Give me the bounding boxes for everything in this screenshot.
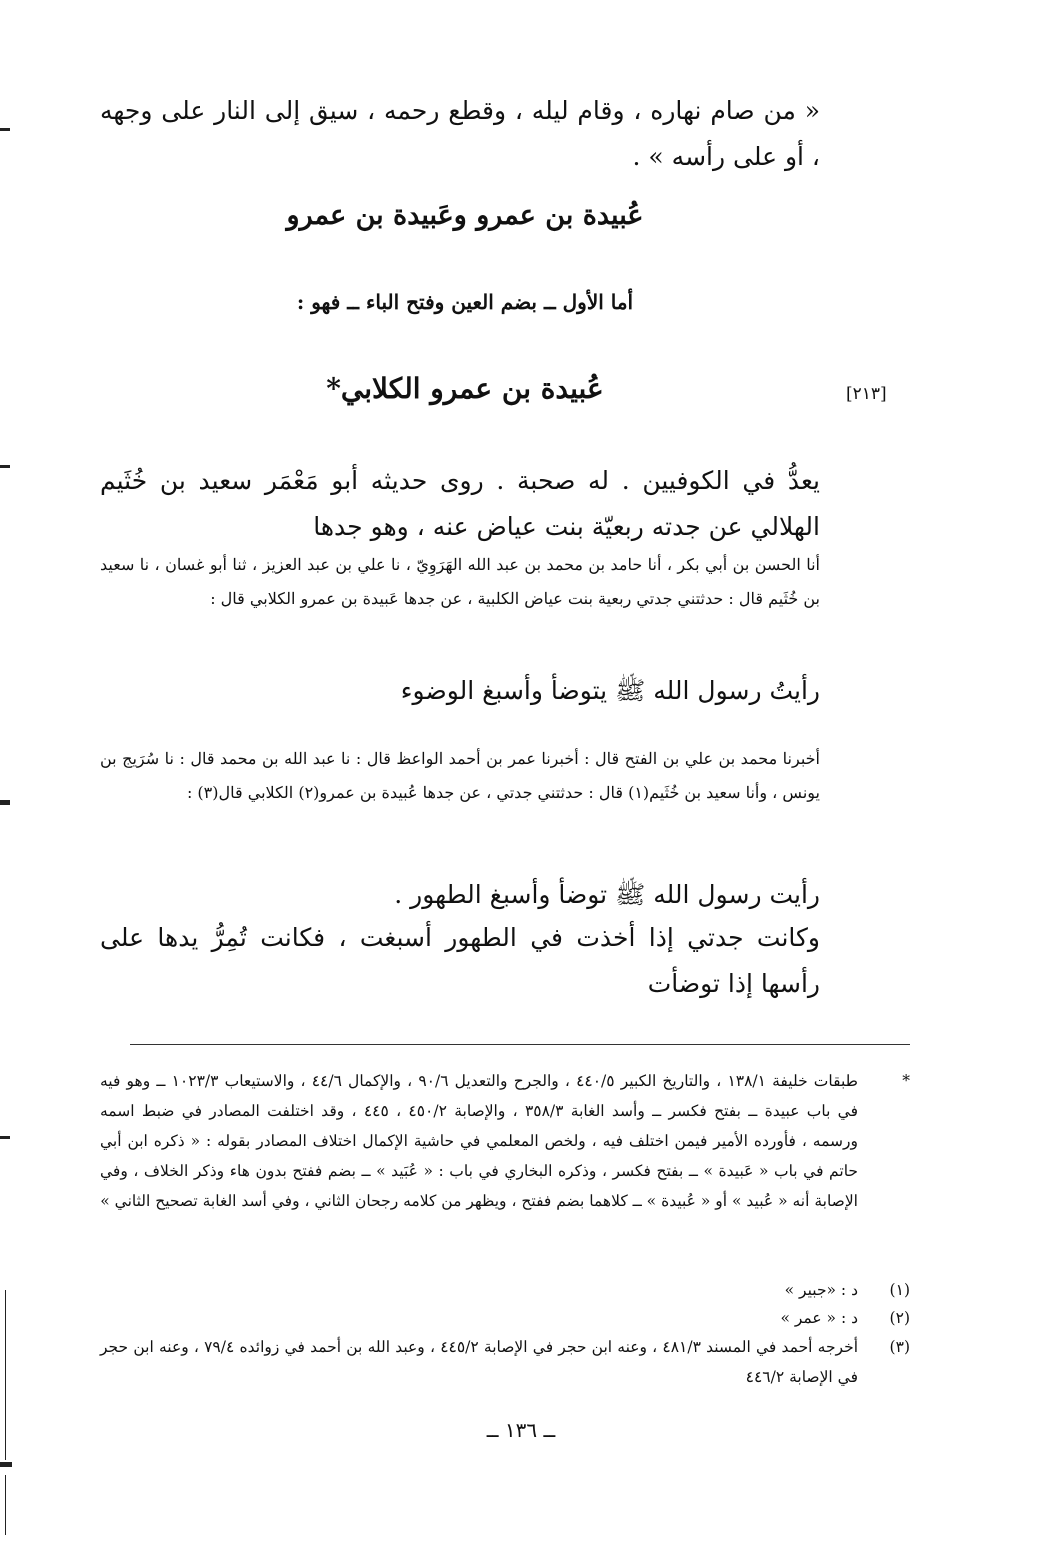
hadith-text-2-continuation: وكانت جدتي إذا أخذت في الطهور أسبغت ، فكانت تُمِرُّ يدها على رأسها إذا توضأت [100,923,820,998]
section-title: عُبيدة بن عمرو وعَبيدة بن عمرو [286,200,644,231]
scan-margin-mark [5,1475,6,1535]
bio-paragraph: يعدُّ في الكوفيين . له صحبة . روى حديثه أبو مَعْمَر سعيد بن خُثَيم الهلالي عن جدته ربعيّة بنت عياض عنه ، وهو جدها [100,466,820,541]
entry-number: [٢١٣] [846,384,887,404]
footnote-star-marker: * [902,1072,910,1090]
hadith-text-1: رأيتُ رسول الله ﷺ يتوضأ وأسبغ الوضوء [400,676,820,705]
footnote-3 [100,1332,910,1392]
footnote-star [100,1066,910,1216]
scan-margin-mark [0,800,10,805]
footnote-text: أخرجه أحمد في المسند ٤٨١/٣ ، وعنه ابن حجر في الإصابة ٤٤٥/٢ ، وعبد الله بن أحمد في زوائده ٧٩/٤ ، وعنه ابن حجر في الإصابة ٤٤٦/٢ [100,1338,858,1386]
footnote-2 [100,1303,910,1333]
scan-margin-mark [0,1136,10,1139]
page-number: ــ ١٣٦ ــ [486,1418,556,1442]
footnote-text: د : « عمر » [780,1309,858,1327]
intro-quote: « من صام نهاره ، وقام ليله ، وقطع رحمه ، سيق إلى النار على وجهه ، أو على رأسه » . [100,96,820,171]
footnote-number: (٢) [889,1309,910,1327]
hadith-text-2: رأيت رسول الله ﷺ توضأ وأسبغ الطهور . [394,880,820,909]
entry-title: عُبيدة بن عمرو الكلابي* [326,372,604,405]
isnad-paragraph-2: أخبرنا محمد بن علي بن الفتح قال : أخبرنا عمر بن أحمد الواعظ قال : نا عبد الله بن محمد قال : نا سُرَيج بن يونس ، وأنا سعيد بن خُثَيم(١) قال : حدثتني جدتي ، عن جدها عُبيدة بن عمرو(٢) الكلابي قال(٣) : [100,749,820,802]
scan-margin-mark [0,128,10,131]
scan-margin-mark [0,1462,12,1467]
footnote-number: (٣) [889,1338,910,1356]
scan-margin-mark [0,465,10,468]
section-subtitle: أما الأول ــ بضم العين وفتح الباء ــ فهو : [296,290,634,314]
footnote-star-text: طبقات خليفة ١٣٨/١ ، والتاريخ الكبير ٤٤٠/٥ ، والجرح والتعديل ٩٠/٦ ، والإكمال ٤٤/٦ ، والاستيعاب ١٠٢٣/٣ ــ وهو فيه في باب عبيدة ــ بفتح فكسر ــ وأسد الغابة ٣٥٨/٣ ، والإصابة ٤٥٠/٢ ، ٤٤٥ ، وقد اختلفت المصادر في ضبط اسمه ورسمه ، فأورده الأمير فيمن اختلف فيه ، ولخص المعلمي في حاشية الإكمال اختلاف المصادر بقوله : « ذكره ابن أبي حاتم في باب « عَبيدة » ــ بفتح فكسر ، وذكره البخاري في باب : « عُبَيد » ــ بضم ففتح بدون هاء وذكر الخلاف ، وفي الإصابة أنه « عُبيد » أو « عُبيدة » ــ كلاهما بضم ففتح ، ويظهر من كلامه رجحان الثاني ، وفي أسد الغابة تصحيح الثاني » [100,1072,859,1210]
footnote-number: (١) [889,1281,910,1299]
footnote-1 [100,1275,910,1305]
footnote-text: د : «جبير » [784,1281,858,1299]
isnad-paragraph-1: أنا الحسن بن أبي بكر ، أنا حامد بن محمد بن عبد الله الهَرَوِيّ ، نا علي بن عبد العزيز ، ثنا أبو غسان ، نا سعيد بن خُثَيم قال : حدثتني جدتي ربعية بنت عياض الكلبية ، عن جدها عَبيدة بن عمرو الكلابي قال : [100,555,821,608]
footnote-separator [130,1044,910,1045]
